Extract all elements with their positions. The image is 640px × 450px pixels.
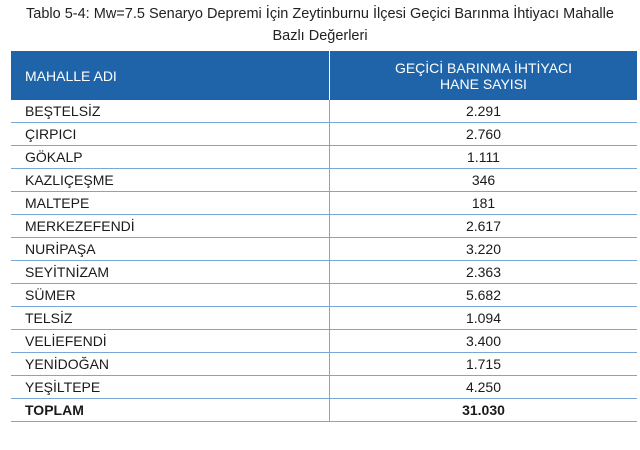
table-row xyxy=(11,376,637,399)
row-value: 1.715 xyxy=(330,353,638,376)
row-value: 1.111 xyxy=(330,146,638,169)
row-name: SEYİTNİZAM xyxy=(11,261,330,284)
row-value: 2.363 xyxy=(330,261,638,284)
caption-line-1: Tablo 5-4: Mw=7.5 Senaryo Depremi İçin Zeytinburnu İlçesi Geçici Barınma İhtiyacı Mahalle xyxy=(26,6,614,22)
table-body xyxy=(11,100,637,422)
total-row xyxy=(11,399,637,422)
header-household-count xyxy=(330,51,638,100)
row-name: GÖKALP xyxy=(11,146,330,169)
row-value: 5.682 xyxy=(330,284,638,307)
row-value: 4.250 xyxy=(330,376,638,399)
row-name: YENİDOĞAN xyxy=(11,353,330,376)
data-table xyxy=(11,51,637,422)
table-row xyxy=(11,146,637,169)
total-value: 31.030 xyxy=(330,399,638,422)
shelter-needs-table xyxy=(11,51,622,422)
table-row xyxy=(11,238,637,261)
total-label: TOPLAM xyxy=(11,399,330,422)
table-row xyxy=(11,169,637,192)
header-neighborhood-name: MAHALLE ADI xyxy=(11,51,330,100)
row-name: MALTEPE xyxy=(11,192,330,215)
row-name: TELSİZ xyxy=(11,307,330,330)
table-row xyxy=(11,192,637,215)
table-caption xyxy=(0,3,640,47)
header-value-line-1: GEÇİCİ BARINMA İHTİYACI xyxy=(394,59,573,76)
row-name: YEŞİLTEPE xyxy=(11,376,330,399)
table-row xyxy=(11,307,637,330)
table-row xyxy=(11,284,637,307)
table-header xyxy=(11,51,637,100)
table-row xyxy=(11,123,637,146)
row-name: SÜMER xyxy=(11,284,330,307)
table-row xyxy=(11,261,637,284)
header-row xyxy=(11,51,637,100)
row-value: 3.220 xyxy=(330,238,638,261)
header-value-line-2: HANE SAYISI xyxy=(440,75,527,92)
row-name: VELİEFENDİ xyxy=(11,330,330,353)
caption-line-2: Bazlı Değerleri xyxy=(272,28,368,44)
row-name: NURİPAŞA xyxy=(11,238,330,261)
row-value: 346 xyxy=(330,169,638,192)
table-row xyxy=(11,330,637,353)
row-name: MERKEZEFENDİ xyxy=(11,215,330,238)
row-name: KAZLIÇEŞME xyxy=(11,169,330,192)
row-value: 1.094 xyxy=(330,307,638,330)
row-name: ÇIRPICI xyxy=(11,123,330,146)
row-value: 181 xyxy=(330,192,638,215)
table-row xyxy=(11,100,637,123)
row-value: 2.760 xyxy=(330,123,638,146)
table-row xyxy=(11,215,637,238)
row-name: BEŞTELSİZ xyxy=(11,100,330,123)
table-row xyxy=(11,353,637,376)
row-value: 2.617 xyxy=(330,215,638,238)
row-value: 2.291 xyxy=(330,100,638,123)
row-value: 3.400 xyxy=(330,330,638,353)
